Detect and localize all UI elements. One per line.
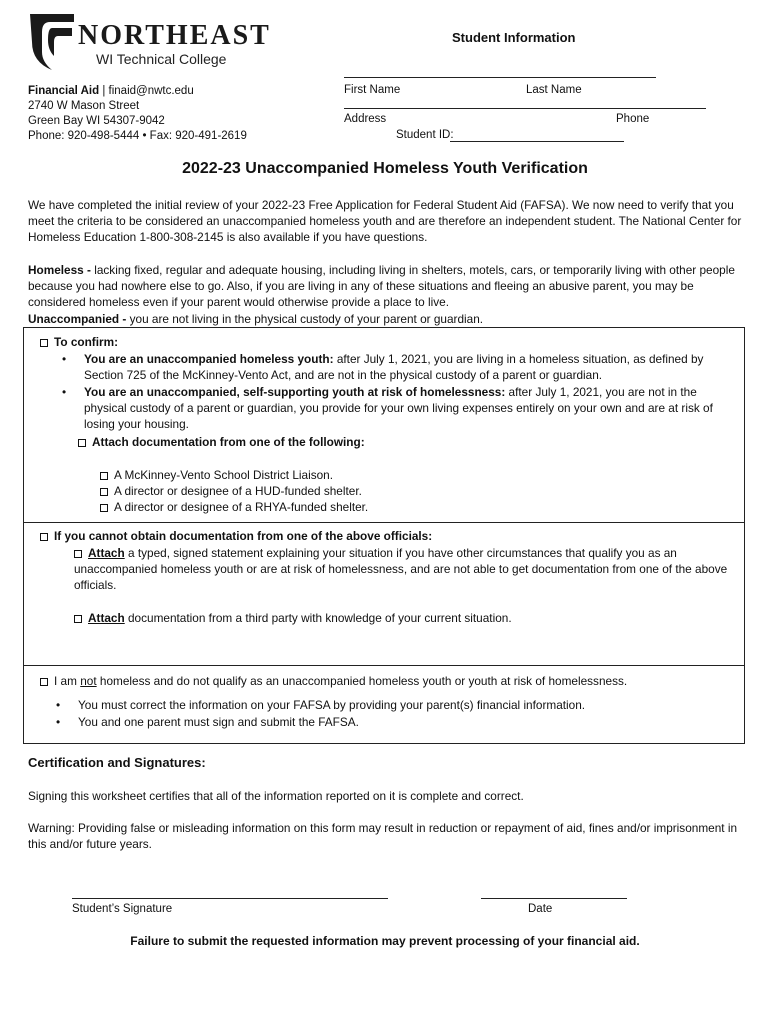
- not-homeless-checkbox[interactable]: [40, 678, 48, 686]
- warning-text: Warning: Providing false or misleading information on this form may result in reduction or repayment of aid, fines and/or imprisonment in this and/or future years.: [28, 821, 738, 851]
- not-homeless-bullet-1: • You must correct the information on your FAFSA by providing your parent(s) financial information.: [78, 697, 585, 713]
- unaccompanied-definition: [28, 311, 744, 327]
- option-liaison: [100, 467, 333, 483]
- certification-text: Signing this worksheet certifies that all of the information reported on it is complete and correct.: [28, 789, 524, 803]
- attach-row: [78, 434, 365, 450]
- third-party-text: documentation from a third party with knowledge of your current situation.: [124, 611, 512, 625]
- footer-notice: Failure to submit the requested information may prevent processing of your financial aid.: [130, 934, 640, 948]
- option-rhya-text: A director or designee of a RHYA-funded shelter.: [114, 500, 369, 514]
- unaccompanied-term: Unaccompanied -: [28, 312, 127, 326]
- student-id-label: Student ID:: [396, 129, 454, 141]
- not-homeless-bullet-2: • You and one parent must sign and submit the FAFSA.: [78, 714, 359, 730]
- date-line[interactable]: [481, 898, 627, 899]
- address-line-2: Green Bay WI 54307-9042: [28, 115, 165, 127]
- student-id-line[interactable]: [450, 141, 624, 142]
- logo-subtitle: WI Technical College: [96, 51, 227, 67]
- cannot-option-2: [74, 610, 512, 626]
- cannot-label: If you cannot obtain documentation from one of the above officials:: [54, 529, 433, 543]
- signature-line[interactable]: [72, 898, 388, 899]
- intro-paragraph: We have completed the initial review of your 2022-23 Free Application for Federal Student Aid (FAFSA). We now need to verify that you meet the criteria to be considered an unaccompanied homeless youth and are therefore an independent student. The National Center for Homeless Education 1-800-308-2145 is also available if you have questions.: [28, 198, 742, 244]
- department-name: Financial Aid: [28, 85, 100, 97]
- option-hud: [100, 483, 362, 499]
- attach-checkbox[interactable]: [78, 439, 86, 447]
- homeless-definition: [28, 262, 744, 310]
- phone-fax: Phone: 920-498-5444 • Fax: 920-491-2619: [28, 130, 247, 142]
- statement-checkbox[interactable]: [74, 550, 82, 558]
- name-line[interactable]: [344, 77, 656, 78]
- contact-info: Financial Aid | finaid@nwtc.edu 2740 W Mason Street Green Bay WI 54307-9042 Phone: 920-498-5444 • Fax: 920-491-2619: [28, 85, 247, 142]
- third-party-checkbox[interactable]: [74, 615, 82, 623]
- bullet-1-text: after July 1, 2021, you are living in a homeless situation, as defined by Section 725 of the McKinney-Vento Act, and are not in the physical custody of a parent or guardian.: [84, 352, 704, 382]
- phone-label: Phone: [616, 113, 650, 125]
- not-homeless-row: [40, 673, 627, 689]
- cannot-option-1: [74, 545, 742, 593]
- rhya-checkbox[interactable]: [100, 504, 108, 512]
- confirm-row: [40, 334, 118, 350]
- address-line[interactable]: [344, 108, 706, 109]
- confirm-bullet-2: [84, 384, 740, 432]
- cannot-checkbox[interactable]: [40, 533, 48, 541]
- cannot-row: [40, 528, 432, 544]
- attach-label: Attach documentation from one of the following:: [92, 435, 365, 449]
- hud-checkbox[interactable]: [100, 488, 108, 496]
- logo-name: NORTHEAST: [78, 20, 271, 51]
- address-line-1: 2740 W Mason Street: [28, 100, 140, 112]
- confirm-bullet-1: [84, 351, 740, 383]
- attach-word-1: Attach: [88, 546, 125, 560]
- confirm-checkbox[interactable]: [40, 339, 48, 347]
- statement-text: a typed, signed statement explaining your situation if you have other circumstances that qualify you as an unaccompanied homeless youth or are at risk of homelessness, and are not able to get documentation from one of the above officials.: [74, 546, 728, 592]
- not-homeless-post: homeless and do not qualify as an unaccompanied homeless youth or youth at risk of homelessness.: [96, 674, 628, 688]
- student-info-title: Student Information: [452, 30, 576, 45]
- certification-heading: Certification and Signatures:: [28, 755, 206, 770]
- bullet-2-heading: You are an unaccompanied, self-supporting youth at risk of homelessness:: [84, 385, 506, 399]
- unaccompanied-text: you are not living in the physical custody of your parent or guardian.: [126, 312, 484, 326]
- contact-email: finaid@nwtc.edu: [108, 85, 194, 97]
- last-name-label: Last Name: [526, 84, 582, 96]
- liaison-checkbox[interactable]: [100, 472, 108, 480]
- signature-label: Student’s Signature: [72, 903, 173, 915]
- option-liaison-text: A McKinney-Vento School District Liaison.: [114, 468, 334, 482]
- attach-word-2: Attach: [88, 611, 125, 625]
- not-word: not: [80, 674, 97, 688]
- date-label: Date: [528, 903, 553, 915]
- not-homeless-pre: I am: [54, 674, 81, 688]
- first-name-label: First Name: [344, 84, 401, 96]
- form-title: 2022-23 Unaccompanied Homeless Youth Verification: [182, 160, 588, 177]
- homeless-term: Homeless -: [28, 263, 91, 277]
- logo-shield-icon: [28, 12, 78, 74]
- homeless-text: lacking fixed, regular and adequate housing, including living in shelters, motels, cars, or temporarily living with other people because you had nowhere else to go. Also, if you are living in any of these situations and fleeing an abusive parent, you may be considered homeless even if your parent would otherwise provide a place to live.: [28, 263, 735, 309]
- address-label: Address: [344, 113, 387, 125]
- option-hud-text: A director or designee of a HUD-funded shelter.: [114, 484, 362, 498]
- confirm-label: To confirm:: [54, 335, 119, 349]
- bullet-1-heading: You are an unaccompanied homeless youth:: [84, 352, 334, 366]
- bullet-2-text: after July 1, 2021, you are not in the physical custody of a parent or guardian, you provide for your own living expenses entirely on your own and are at risk of losing your housing.: [84, 385, 713, 431]
- option-rhya: [100, 499, 368, 515]
